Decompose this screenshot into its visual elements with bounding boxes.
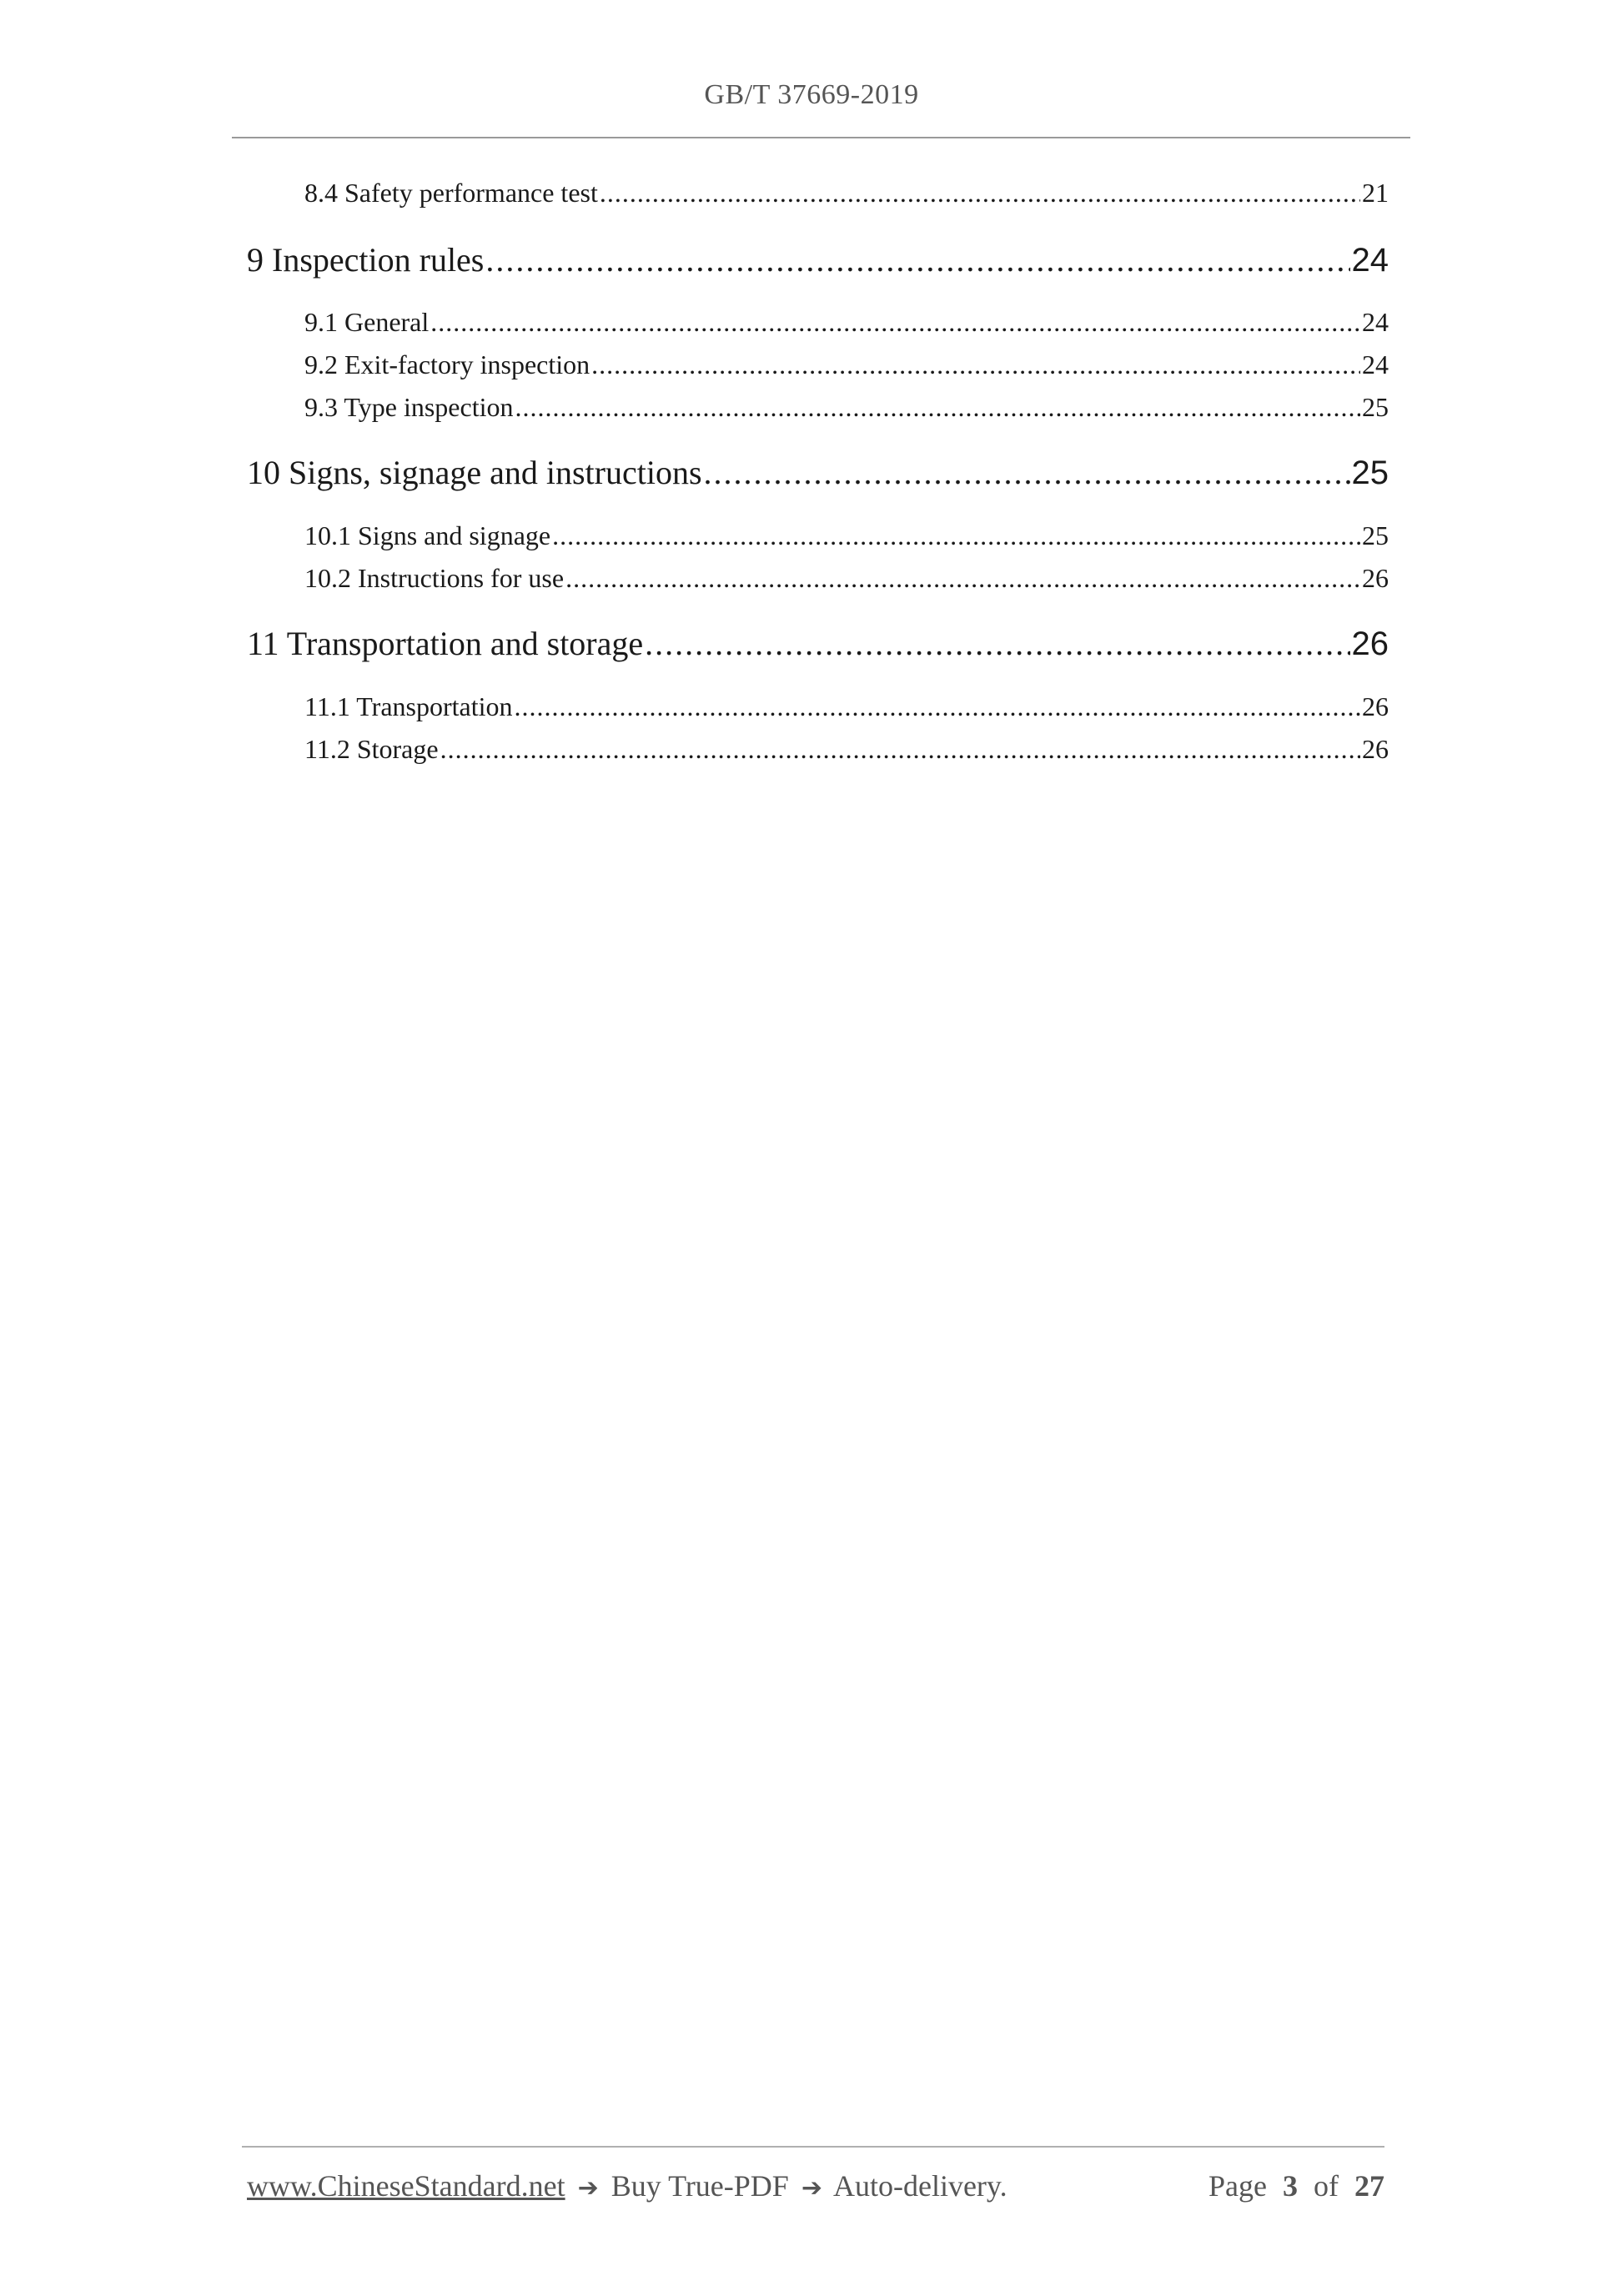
table-of-contents — [0, 0, 1623, 834]
toc-entry-page: 21 — [1362, 178, 1389, 208]
toc-entry[interactable] — [304, 520, 1389, 551]
toc-entry[interactable] — [304, 178, 1389, 208]
page-counter — [1208, 2168, 1384, 2203]
toc-leader-dots — [430, 307, 1360, 338]
toc-entry-label: 9 Inspection rules — [247, 241, 485, 279]
toc-entry-page: 26 — [1362, 563, 1389, 593]
toc-entry-page: 26 — [1351, 625, 1389, 662]
toc-entry-label: 9.3 Type inspection — [304, 392, 514, 422]
page-label: Page — [1208, 2169, 1267, 2203]
toc-entry-page: 25 — [1362, 392, 1389, 422]
toc-leader-dots — [440, 734, 1360, 765]
current-page-number: 3 — [1283, 2169, 1298, 2203]
right-arrow-icon: ➔ — [577, 2173, 599, 2203]
toc-entry-label: 10.1 Signs and signage — [304, 520, 551, 550]
toc-leader-dots — [591, 349, 1360, 380]
toc-entry-label: 8.4 Safety performance test — [304, 178, 598, 208]
toc-entry-page: 26 — [1362, 734, 1389, 764]
toc-entry-label: 9.2 Exit-factory inspection — [304, 349, 590, 379]
toc-leader-dots — [485, 240, 1349, 279]
toc-entry[interactable] — [247, 453, 1389, 492]
toc-entry-label: 10 Signs, signage and instructions — [247, 454, 702, 491]
toc-entry-page: 24 — [1362, 349, 1389, 379]
toc-entry[interactable] — [304, 563, 1389, 594]
toc-entry-label: 10.2 Instructions for use — [304, 563, 565, 593]
toc-leader-dots — [552, 520, 1360, 551]
running-header: GB/T 37669-2019 — [704, 79, 919, 110]
toc-entry[interactable] — [304, 734, 1389, 765]
toc-leader-dots — [515, 691, 1361, 722]
toc-entry-page: 25 — [1351, 455, 1389, 491]
toc-entry-page: 26 — [1362, 691, 1389, 721]
toc-leader-dots — [515, 392, 1360, 423]
toc-entry-page: 24 — [1362, 307, 1389, 337]
auto-delivery-text: Auto-delivery. — [832, 2169, 1007, 2203]
of-label: of — [1314, 2169, 1339, 2203]
toc-entry[interactable] — [304, 691, 1389, 722]
right-arrow-icon: ➔ — [801, 2173, 822, 2203]
toc-leader-dots — [565, 563, 1360, 594]
toc-leader-dots — [704, 453, 1350, 492]
toc-entry-label: 9.1 General — [304, 307, 430, 337]
toc-entry[interactable] — [247, 624, 1389, 663]
toc-entry-label: 11 Transportation and storage — [247, 625, 644, 662]
toc-entry-label: 11.2 Storage — [304, 734, 439, 764]
page-footer — [247, 2168, 1384, 2203]
total-pages-number: 27 — [1354, 2169, 1384, 2203]
toc-entry-label: 11.1 Transportation — [304, 691, 513, 721]
toc-entry-page: 25 — [1362, 520, 1389, 550]
toc-entry[interactable] — [304, 349, 1389, 380]
toc-leader-dots — [645, 624, 1349, 663]
toc-entry[interactable] — [304, 307, 1389, 338]
footer-divider — [242, 2146, 1384, 2148]
toc-leader-dots — [600, 178, 1360, 208]
footer-promo — [247, 2168, 1007, 2203]
toc-entry[interactable] — [304, 392, 1389, 423]
toc-entry-page: 24 — [1351, 242, 1389, 279]
toc-entry[interactable] — [247, 240, 1389, 279]
buy-pdf-text: Buy True-PDF — [611, 2169, 789, 2203]
website-link[interactable]: www.ChineseStandard.net — [247, 2169, 565, 2203]
